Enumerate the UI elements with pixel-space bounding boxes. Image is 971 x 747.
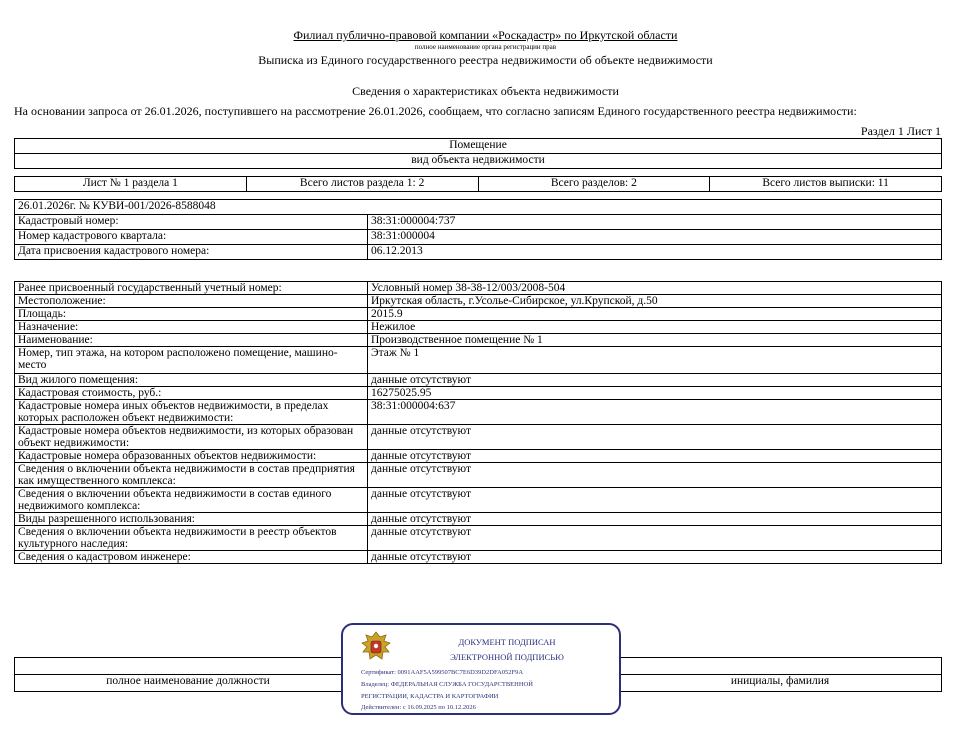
table-row (15, 488, 942, 513)
row-value: Нежилое (368, 321, 942, 334)
section-sheets-total: Всего листов раздела 1: 2 (246, 177, 478, 192)
row-value: данные отсутствуют (368, 551, 942, 564)
document-title: Выписка из Единого государственного реестра недвижимости об объекте недвижимости (258, 53, 713, 67)
sections-total: Всего разделов: 2 (478, 177, 710, 192)
row-label: Кадастровые номера образованных объектов недвижимости: (15, 450, 368, 463)
row-label: Сведения о кадастровом инженере: (15, 551, 368, 564)
row-label: Ранее присвоенный государственный учетный номер: (15, 282, 368, 295)
position-caption: полное наименование должности (15, 675, 362, 692)
coat-of-arms-icon (359, 630, 393, 664)
stamp-title: ДОКУМЕНТ ПОДПИСАН (458, 637, 556, 647)
table-row (15, 450, 942, 463)
table-row (15, 374, 942, 387)
row-value: данные отсутствуют (368, 513, 942, 526)
row-label: Виды разрешенного использования: (15, 513, 368, 526)
electronic-signature-stamp (341, 623, 621, 715)
row-label: Кадастровые номера иных объектов недвижимости, в пределах которых расположен объект недвижимости: (15, 400, 368, 425)
table-row (15, 513, 942, 526)
row-value: данные отсутствуют (368, 463, 942, 488)
table-row (15, 400, 942, 425)
table-row (15, 230, 942, 245)
row-label: Назначение: (15, 321, 368, 334)
stamp-validity: Действителен: с 16.09.2025 по 10.12.2026 (361, 704, 476, 711)
request-basis-text: На основании запроса от 26.01.2026, поступившего на рассмотрение 26.01.2026, сообщаем, что согласно записям Единого государственного реестра недвижимости: (14, 104, 857, 118)
row-value: 2015.9 (368, 308, 942, 321)
row-value: данные отсутствуют (368, 488, 942, 513)
row-value: данные отсутствуют (368, 425, 942, 450)
row-value: Производственное помещение № 1 (368, 334, 942, 347)
document-subtitle: Сведения о характеристиках объекта недвижимости (352, 84, 619, 98)
row-label: Наименование: (15, 334, 368, 347)
cadastral-table (14, 199, 942, 260)
table-row (15, 551, 942, 564)
table-row (15, 425, 942, 450)
extract-sheets-total: Всего листов выписки: 11 (710, 177, 942, 192)
row-value: 38:31:000004 (368, 230, 942, 245)
table-row (15, 245, 942, 260)
row-value: Этаж № 1 (368, 347, 942, 374)
table-row (15, 463, 942, 488)
row-value: 38:31:000004:737 (368, 215, 942, 230)
row-value: Условный номер 38-38-12/003/2008-504 (368, 282, 942, 295)
table-row (15, 347, 942, 374)
section-sheet-label: Раздел 1 Лист 1 (860, 124, 941, 138)
row-value: 06.12.2013 (368, 245, 942, 260)
row-value: 38:31:000004:637 (368, 400, 942, 425)
request-reference: 26.01.2026г. № КУВИ-001/2026-8588048 (15, 200, 942, 215)
row-value: данные отсутствуют (368, 526, 942, 551)
sheet-info-table (14, 176, 942, 192)
row-label: Дата присвоения кадастрового номера: (15, 245, 368, 260)
row-label: Сведения о включении объекта недвижимости в реестр объектов культурного наследия: (15, 526, 368, 551)
stamp-subtitle: ЭЛЕКТРОННОЙ ПОДПИСЬЮ (450, 652, 564, 662)
name-caption: инициалы, фамилия (619, 675, 942, 692)
row-value: Иркутская область, г.Усолье-Сибирское, ул.Крупской, д.50 (368, 295, 942, 308)
row-value: данные отсутствуют (368, 450, 942, 463)
row-label: Площадь: (15, 308, 368, 321)
object-details-table (14, 281, 942, 564)
row-label: Номер кадастрового квартала: (15, 230, 368, 245)
stamp-owner: Владелец: ФЕДЕРАЛЬНАЯ СЛУЖБА ГОСУДАРСТВЕННОЙ (361, 681, 533, 688)
row-label: Местоположение: (15, 295, 368, 308)
object-type-table (14, 138, 942, 169)
row-label: Кадастровая стоимость, руб.: (15, 387, 368, 400)
position-field (15, 658, 362, 675)
table-row (15, 321, 942, 334)
table-row (15, 282, 942, 295)
table-row (15, 526, 942, 551)
stamp-certificate: Сертификат: 0091AAF5A599507BC7E6D39D2DFA052F9A (361, 669, 524, 676)
row-label: Сведения о включении объекта недвижимости в состав предприятия как имущественного комплекса: (15, 463, 368, 488)
stamp-owner-continued: РЕГИСТРАЦИИ, КАДАСТРА И КАРТОГРАФИИ (361, 693, 499, 700)
table-row (15, 215, 942, 230)
table-row (15, 387, 942, 400)
table-row (15, 295, 942, 308)
row-label: Кадастровые номера объектов недвижимости, из которых образован объект недвижимости: (15, 425, 368, 450)
table-row (15, 334, 942, 347)
row-value: данные отсутствуют (368, 374, 942, 387)
object-type-caption: вид объекта недвижимости (15, 154, 942, 169)
organization-caption: полное наименование органа регистрации прав (414, 43, 557, 51)
row-label: Кадастровый номер: (15, 215, 368, 230)
name-field (619, 658, 942, 675)
sheet-number: Лист № 1 раздела 1 (15, 177, 247, 192)
row-label: Вид жилого помещения: (15, 374, 368, 387)
organization-name: Филиал публично-правовой компании «Роскадастр» по Иркутской области (293, 28, 678, 42)
object-type: Помещение (15, 139, 942, 154)
row-value: 16275025.95 (368, 387, 942, 400)
row-label: Сведения о включении объекта недвижимости в состав единого недвижимого комплекса: (15, 488, 368, 513)
row-label: Номер, тип этажа, на котором расположено помещение, машино-место (15, 347, 368, 374)
table-row (15, 308, 942, 321)
